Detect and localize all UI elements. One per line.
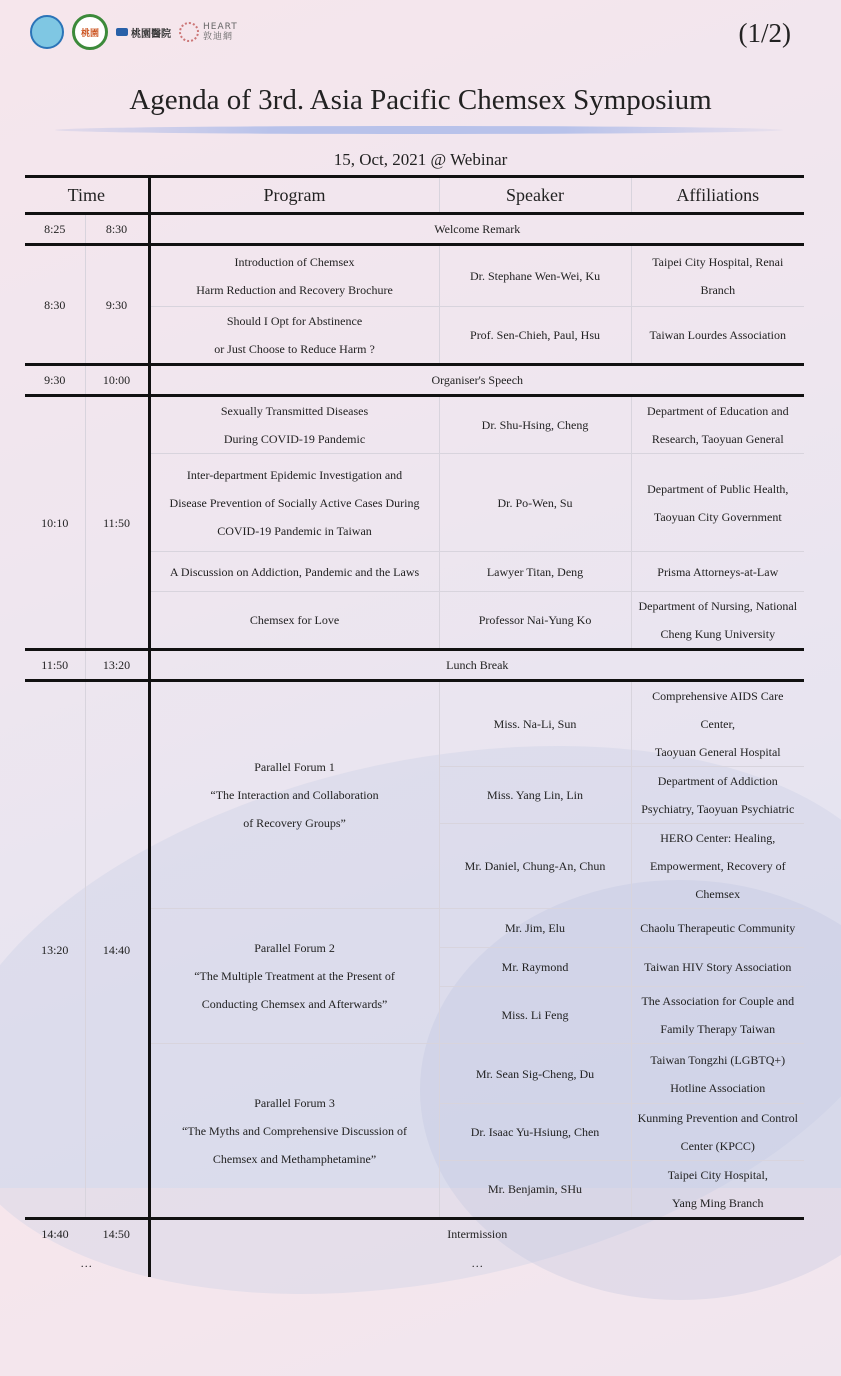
table-row (25, 650, 804, 681)
program-title: A Discussion on Addiction, Pandemic and the Laws (149, 552, 439, 592)
speaker-name: Mr. Benjamin, SHu (439, 1161, 631, 1219)
table-row (25, 1249, 804, 1277)
speaker-name: Miss. Yang Lin, Lin (439, 767, 631, 824)
speaker-name: Dr. Stephane Wen-Wei, Ku (439, 245, 631, 307)
forum-title: Parallel Forum 3 “The Myths and Comprehensive Discussion of Chemsex and Methamphetamine” (149, 1044, 439, 1219)
page-number: (1/2) (738, 18, 791, 48)
speaker-name: Miss. Li Feng (439, 987, 631, 1044)
taoyuan-logo: 桃園 (72, 14, 108, 50)
table-row (25, 681, 804, 767)
table-row (25, 1219, 804, 1249)
affiliation: Taipei City Hospital, Renai Branch (631, 245, 804, 307)
speaker-name: Mr. Jim, Elu (439, 909, 631, 948)
table-header-row (25, 177, 804, 214)
affiliation: Prisma Attorneys-at-Law (631, 552, 804, 592)
end-time: 11:50 (85, 396, 149, 650)
affiliation: Kunming Prevention and Control Center (KPCC) (631, 1104, 804, 1161)
header-time: Time (25, 177, 149, 214)
agenda-table (25, 175, 804, 1277)
speaker-name: Mr. Daniel, Chung-An, Chun (439, 824, 631, 909)
end-time: 8:30 (85, 214, 149, 245)
program-title: Introduction of Chemsex Harm Reduction and Recovery Brochure (149, 245, 439, 307)
start-time: 13:20 (25, 681, 85, 1219)
end-time: 13:20 (85, 650, 149, 681)
logo-bar (30, 16, 238, 48)
start-time: 10:10 (25, 396, 85, 650)
heart-logo-subtext: 敦迪網 (203, 32, 234, 42)
speaker-name: Dr. Po-Wen, Su (439, 454, 631, 552)
taoyuan-hospital-logo (116, 25, 171, 40)
page-title: Agenda of 3rd. Asia Pacific Chemsex Symposium (129, 84, 712, 116)
affiliation: Department of Education and Research, Taoyuan General (631, 396, 804, 454)
speaker-name: Professor Nai-Yung Ko (439, 592, 631, 650)
department-logo (30, 15, 64, 49)
affiliation: HERO Center: Healing, Empowerment, Recovery of Chemsex (631, 824, 804, 909)
affiliation: The Association for Couple and Family Therapy Taiwan (631, 987, 804, 1044)
header-affiliations: Affiliations (631, 177, 804, 214)
speaker-name: Dr. Isaac Yu-Hsiung, Chen (439, 1104, 631, 1161)
more-program-ellipsis: … (471, 1255, 484, 1270)
program-title: Chemsex for Love (149, 592, 439, 650)
end-time: 10:00 (85, 365, 149, 396)
end-time: 9:30 (85, 245, 149, 365)
table-row (25, 245, 804, 307)
affiliation: Department of Nursing, National Cheng Kung University (631, 592, 804, 650)
forum-title: Parallel Forum 2 “The Multiple Treatment at the Present of Conducting Chemsex and Afterwards” (149, 909, 439, 1044)
affiliation: Taiwan Tongzhi (LGBTQ+) Hotline Association (631, 1044, 804, 1104)
affiliation: Taiwan HIV Story Association (631, 948, 804, 987)
forum-title: Parallel Forum 1 “The Interaction and Collaboration of Recovery Groups” (149, 681, 439, 909)
speaker-name: Mr. Raymond (439, 948, 631, 987)
program-title: Inter-department Epidemic Investigation and Disease Prevention of Socially Active Cases During COVID-19 Pandemic in Taiwan (149, 454, 439, 552)
speaker-name: Dr. Shu-Hsing, Cheng (439, 396, 631, 454)
table-row (25, 365, 804, 396)
speaker-name: Prof. Sen-Chieh, Paul, Hsu (439, 307, 631, 365)
start-time: 14:40 (25, 1219, 85, 1249)
heart-logo-text: HEART (203, 22, 238, 32)
header-speaker: Speaker (439, 177, 631, 214)
start-time: 9:30 (25, 365, 85, 396)
affiliation: Chaolu Therapeutic Community (631, 909, 804, 948)
event-label: Organiser's Speech (149, 365, 804, 396)
heart-logo (179, 22, 238, 42)
affiliation: Taipei City Hospital, Yang Ming Branch (631, 1161, 804, 1219)
hospital-logo-text: 桃園醫院 (131, 28, 171, 40)
start-time: 8:30 (25, 245, 85, 365)
more-time-ellipsis: … (25, 1249, 149, 1277)
start-time: 11:50 (25, 650, 85, 681)
event-label: Intermission (149, 1219, 804, 1249)
affiliation: Department of Public Health, Taoyuan City Government (631, 454, 804, 552)
hospital-mark-icon (116, 28, 128, 36)
speaker-name: Miss. Na-Li, Sun (439, 681, 631, 767)
end-time: 14:50 (85, 1219, 149, 1249)
event-label: Welcome Remark (434, 222, 521, 236)
start-time: 8:25 (25, 214, 85, 245)
table-row (25, 214, 804, 245)
program-title: Should I Opt for Abstinence or Just Choose to Reduce Harm ? (149, 307, 439, 365)
speaker-name: Mr. Sean Sig-Cheng, Du (439, 1044, 631, 1104)
affiliation: Department of Addiction Psychiatry, Taoyuan Psychiatric (631, 767, 804, 824)
event-label: Lunch Break (149, 650, 804, 681)
heart-dots-icon (179, 22, 199, 42)
table-row (25, 396, 804, 454)
program-title: Sexually Transmitted Diseases During COVID-19 Pandemic (149, 396, 439, 454)
title-underline (55, 126, 783, 134)
header-program: Program (149, 177, 439, 214)
affiliation: Comprehensive AIDS Care Center, Taoyuan General Hospital (631, 681, 804, 767)
affiliation: Taiwan Lourdes Association (631, 307, 804, 365)
speaker-name: Lawyer Titan, Deng (439, 552, 631, 592)
end-time: 14:40 (85, 681, 149, 1219)
event-date: 15, Oct, 2021 @ Webinar (333, 150, 508, 169)
